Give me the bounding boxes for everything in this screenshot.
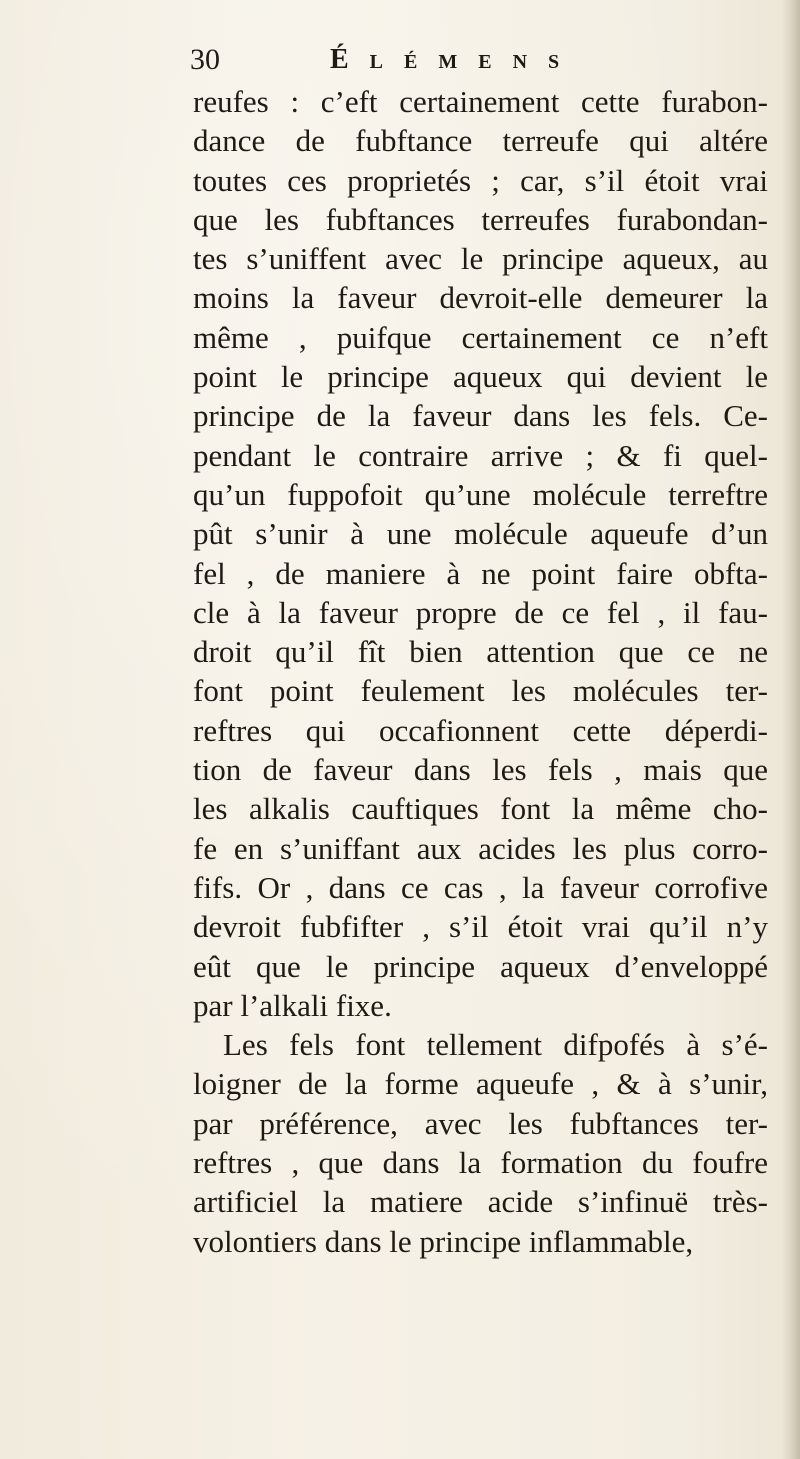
paragraph-start-line: Les fels font tellement difpofés à s’é-: [223, 1027, 768, 1063]
text-line: pendant le contraire arrive ; & fi quel-: [193, 437, 768, 473]
text-line: pût s’unir à une molécule aqueufe d’un: [193, 516, 768, 552]
text-line: eût que le principe aqueux d’enveloppé: [193, 948, 768, 984]
text-line: cle à la faveur propre de ce fel , il fau-: [193, 594, 768, 630]
text-line: font point feulement les molécules ter-: [193, 673, 768, 709]
text-line: tion de faveur dans les fels , mais que: [193, 752, 768, 788]
page-number: 30: [190, 43, 220, 76]
text-line: dance de fubftance terreufe qui altére: [193, 123, 768, 159]
text-line: reftres , que dans la formation du foufre: [193, 1145, 768, 1181]
running-title: Élémens: [330, 44, 581, 75]
text-line: moins la faveur devroit-elle demeurer la: [193, 280, 768, 316]
paragraph-end-line: par l’alkali fixe.: [193, 987, 392, 1023]
text-line: fifs. Or , dans ce cas , la faveur corrofive: [193, 869, 768, 905]
text-line: les alkalis cauftiques font la même cho-: [193, 791, 768, 827]
running-head: [190, 40, 790, 80]
text-line: point le principe aqueux qui devient le: [193, 359, 768, 395]
text-line: droit qu’il fît bien attention que ce ne: [193, 634, 768, 670]
text-line: artificiel la matiere acide s’infinuë très-: [193, 1184, 768, 1220]
text-line: devroit fubfifter , s’il étoit vrai qu’il n’y: [193, 909, 768, 945]
body-text: [193, 82, 768, 1261]
text-line: qu’un fuppofoit qu’une molécule terreftre: [193, 476, 768, 512]
text-line: même , puifque certainement ce n’eft: [193, 319, 768, 355]
text-line: toutes ces proprietés ; car, s’il étoit vrai: [193, 162, 768, 198]
text-line: reufes : c’eft certainement cette furabon-: [193, 84, 768, 119]
text-line: reftres qui occafionnent cette déperdi-: [193, 712, 768, 748]
text-line: fel , de maniere à ne point faire obfta-: [193, 555, 768, 591]
text-line: tes s’uniffent avec le principe aqueux, au: [193, 241, 768, 277]
text-line: que les fubftances terreufes furabondan-: [193, 201, 768, 237]
text-line: fe en s’uniffant aux acides les plus corro-: [193, 830, 768, 866]
text-line: loigner de la forme aqueufe , & à s’unir,: [193, 1066, 768, 1102]
text-line: principe de la faveur dans les fels. Ce-: [193, 398, 768, 434]
page-edge-shadow: [782, 0, 800, 1459]
text-line: volontiers dans le principe inflammable,: [193, 1223, 694, 1259]
text-line: par préférence, avec les fubftances ter-: [193, 1105, 768, 1141]
